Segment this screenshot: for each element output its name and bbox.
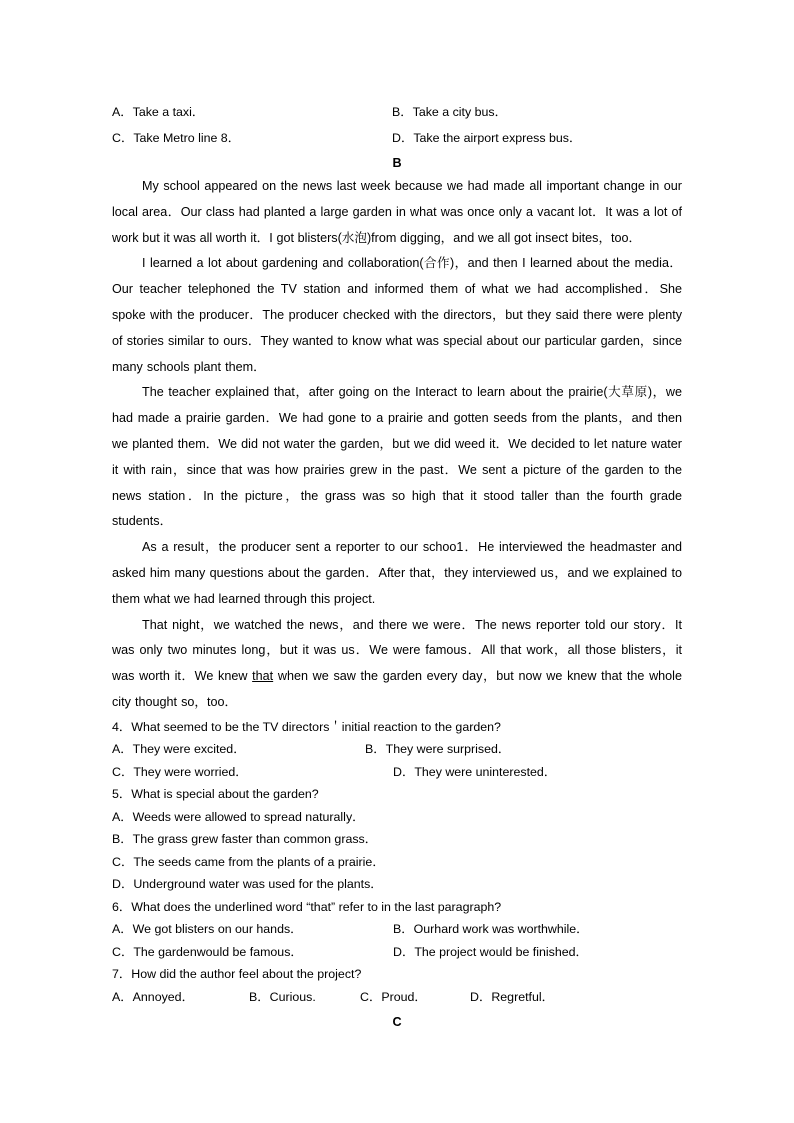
- question-6-options-row-cd: [112, 941, 682, 964]
- question-7-stem: 7．How did the author feel about the project?: [112, 967, 362, 982]
- question-6-option-a[interactable]: A．We got blisters on our hands．: [112, 922, 303, 937]
- question-4-option-b[interactable]: B．They were surprised．: [365, 742, 511, 757]
- question-5-option-a[interactable]: A．Weeds were allowed to spread naturally．: [112, 809, 365, 824]
- question-1-options-row-cd: [112, 125, 682, 151]
- question-4-option-a[interactable]: A．They were excited．: [112, 742, 246, 757]
- question-7-option-d[interactable]: D．Regretful．: [470, 989, 555, 1004]
- passage-paragraph-2: I learned a lot about gardening and collaboration(合作)，and then I learned about the media．Our teacher telephoned the TV station and informed them of what we had accomplished．She spoke with the producer．The producer checked with the directors，but they said there were plenty of stories similar to ours．They wanted to know what was special about our particular garden，since many schools plant them．: [112, 256, 682, 374]
- passage-paragraph-5: [112, 613, 682, 716]
- passage-paragraph-5-part2: when we saw the garden every day，but now we knew that the whole city thought so，too．: [112, 669, 682, 709]
- question-7-option-c[interactable]: C．Proud．: [360, 989, 427, 1004]
- question-6-option-d[interactable]: D．The project would be finished．: [393, 944, 588, 959]
- passage-paragraph-4: As a result，the producer sent a reporter to our schoo1．He interviewed the headmaster and asked him many questions about the garden．After that，they interviewed us，and we explained to them what we had learned through this project.: [112, 540, 682, 606]
- question-1-options-row-ab: [112, 99, 682, 125]
- passage-paragraph-5-part1: That night，we watched the news，and there we were．The news reporter told our story．It was only two minutes long，but it was us．We were famous．All that work，all those blisters，it was worth it．We knew: [112, 617, 682, 684]
- question-5-option-c-row: [112, 851, 682, 874]
- question-7-options-row: [112, 986, 682, 1009]
- question-5-option-d-row: [112, 873, 682, 896]
- question-5-option-b-row: [112, 828, 682, 851]
- section-label-b: B: [392, 156, 402, 170]
- option-a[interactable]: A．Take a taxi．: [112, 105, 205, 119]
- passage-paragraph-3: The teacher explained that，after going on the Interact to learn about the prairie(大草原)，we had made a prairie garden．We had gone to a prairie and gotten seeds from the plants，and then we planted them．We did not water the garden，but we did weed it．We decided to let nature water it with rain，since that was how prairies grew in the past．We sent a picture of the garden to the news station．In the picture，the grass was so high that it stood taller than the fourth grade students．: [112, 385, 682, 529]
- question-4-stem: 4．What seemed to be the TV directors＇initial reaction to the garden?: [112, 719, 501, 734]
- question-5-option-d[interactable]: D．Underground water was used for the plants．: [112, 877, 383, 892]
- passage-paragraph-1: My school appeared on the news last week because we had made all important change in our local area．Our class had planted a large garden in what was once only a vacant lot．It was a lot of work but it was all worth it．I got blisters(水泡)from digging，and we all got insect bites，too．: [112, 179, 682, 245]
- question-6-option-c[interactable]: C．The gardenwould be famous．: [112, 944, 303, 959]
- question-4-option-d[interactable]: D．They were uninterested．: [393, 764, 557, 779]
- option-c[interactable]: C．Take Metro line 8．: [112, 131, 241, 145]
- option-d[interactable]: D．Take the airport express bus．: [392, 131, 582, 145]
- question-7-option-a[interactable]: A．Annoyed．: [112, 989, 194, 1004]
- question-5-option-b[interactable]: B．The grass grew faster than common grass．: [112, 832, 378, 847]
- option-b[interactable]: B．Take a city bus．: [392, 105, 507, 119]
- question-6-options-row-ab: [112, 918, 682, 941]
- question-4-options-row-cd: [112, 761, 682, 784]
- question-4-options-row-ab: [112, 738, 682, 761]
- question-6-stem: 6．What does the underlined word “that” refer to in the last paragraph?: [112, 899, 502, 914]
- question-5-stem: 5．What is special about the garden?: [112, 787, 319, 802]
- question-4-option-c[interactable]: C．They were worried．: [112, 764, 248, 779]
- section-label-c: C: [392, 1015, 402, 1030]
- question-7-option-b[interactable]: B．Curious.: [249, 989, 316, 1004]
- question-5-option-c[interactable]: C．The seeds came from the plants of a prairie．: [112, 854, 385, 869]
- question-5-option-a-row: [112, 806, 682, 829]
- question-6-option-b[interactable]: B．Ourhard work was worthwhile．: [393, 922, 589, 937]
- underlined-word-that: that: [252, 669, 274, 684]
- document-content: [112, 99, 682, 1033]
